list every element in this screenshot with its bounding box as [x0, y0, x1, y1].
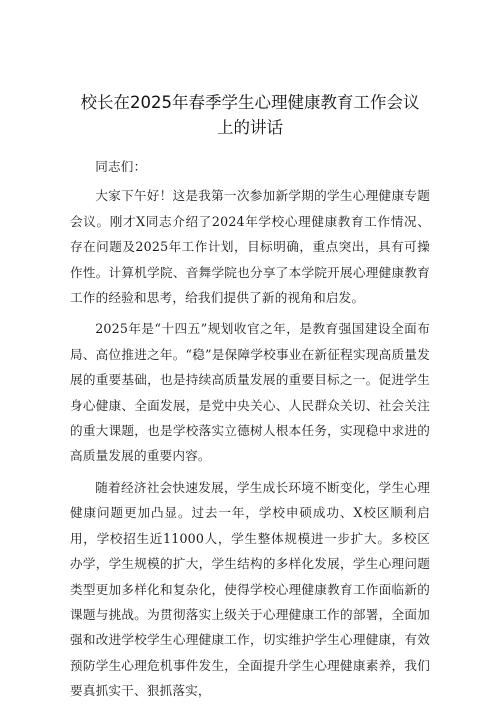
- document-title-line-1: 校长在2025年春季学生心理健康教育工作会议: [80, 93, 420, 112]
- paragraph-2: 2025年是“十四五”规划收官之年，是教育强国建设全面布局、高位推进之年。“稳”是保障学校事业在新征程实现高质量发展的重要基础，也是持续高质量发展的重要目标之一。促进学生身心健康、全面发展，是党中央关心、人民群众关切、社会关注的重大课题，也是学校落实立德树人根本任务，实现稳中求进的高质量发展的重要内容。: [70, 321, 430, 464]
- paragraph-3: 随着经济社会快速发展，学生成长环境不断变化，学生心理健康问题更加凸显。过去一年，学校申硕成功、X校区顺利启用，学校招生近11000人，学生整体规模进一步扩大。多校区办学，学生规模的扩大，学生结构的多样化发展，学生心理问题类型更加多样化和复杂化，使得学校心理健康教育工作面临新的课题与挑战。为贯彻落实上级关于心理健康工作的部署，全面加强和改进学校学生心理健康工作，切实维护学生心理健康，有效预防学生心理危机事件发生，全面提升学生心理健康素养，我们要真抓实干、狠抓落实，: [70, 479, 430, 699]
- document-title: [70, 90, 430, 140]
- salutation: 同志们：: [95, 159, 147, 174]
- document-body: [70, 154, 430, 704]
- document-title-line-2: 上的讲话: [217, 118, 283, 137]
- paragraph-1: 大家下午好！这是我第一次参加新学期的学生心理健康专题会议。刚才X同志介绍了2024年学校心理健康教育工作情况、存在问题及2025年工作计划，目标明确，重点突出，具有可操作性。计算机学院、音舞学院也分享了本学院开展心理健康教育工作的经验和思考，给我们提供了新的视角和启发。: [70, 188, 430, 306]
